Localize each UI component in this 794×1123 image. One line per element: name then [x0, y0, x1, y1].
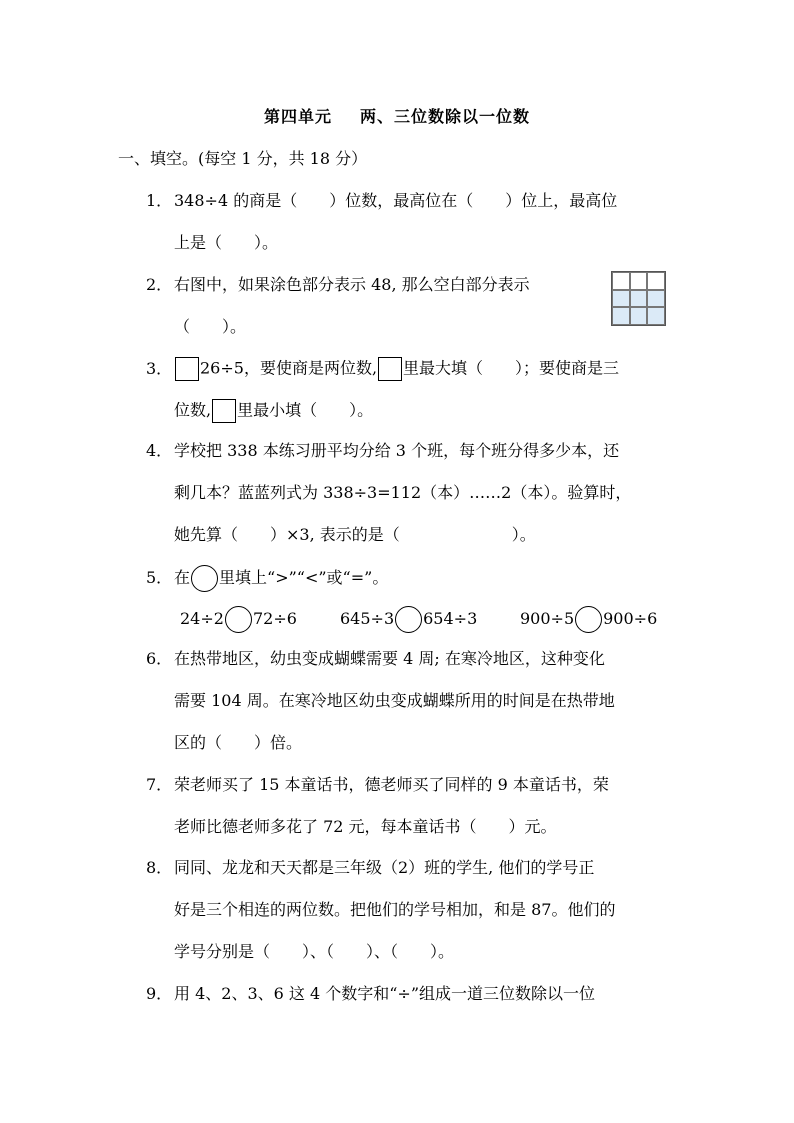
blank-circle[interactable]: [225, 606, 252, 633]
question-text: 用 4、2、3、6 这 4 个数字和“÷”组成一道三位数除以一位: [174, 984, 596, 1003]
blank-circle[interactable]: [191, 565, 218, 592]
question-8: [146, 857, 594, 879]
question-text: 位数,: [174, 400, 212, 420]
question-1: [146, 190, 617, 212]
comparison-3: [520, 606, 657, 633]
question-6-line-3: 区的（ ）倍。: [174, 733, 303, 752]
question-text: 里最小填（ ）。: [237, 400, 374, 420]
question-7: [146, 774, 609, 796]
expr-right: 654÷3: [423, 609, 478, 628]
question-text: 里最大填（ ）；要使商是三: [403, 358, 620, 378]
unit-topic: 两、三位数除以一位数: [360, 107, 531, 126]
grid-cell: [630, 307, 648, 325]
question-text: 348÷4 的商是（ ）位数，最高位在（ ）位上，最高位: [174, 191, 618, 210]
question-6-line-2: 需要 104 周。在寒冷地区幼虫变成蝴蝶所用的时间是在热带地: [174, 691, 615, 710]
grid-cell: [647, 307, 665, 325]
expr-right: 900÷6: [603, 609, 658, 628]
question-number: 3．: [146, 358, 173, 378]
question-number: 7．: [146, 775, 173, 794]
question-text: 同同、龙龙和天天都是三年级（2）班的学生, 他们的学号正: [174, 858, 595, 877]
question-text: 26÷5，要使商是两位数,: [200, 358, 378, 378]
expr-left: 900÷5: [520, 609, 575, 628]
question-number: 4．: [146, 441, 173, 460]
grid-cell: [612, 290, 630, 308]
blank-box[interactable]: [378, 357, 402, 381]
question-7-line-2: 老师比德老师多花了 72 元，每本童话书（ ）元。: [174, 817, 557, 836]
comparison-2: [340, 606, 477, 633]
blank-box[interactable]: [175, 357, 199, 381]
question-2-line-2: （ ）。: [174, 317, 247, 336]
page-title: [0, 104, 794, 127]
question-6: [146, 648, 605, 670]
question-number: 6．: [146, 649, 173, 668]
section-heading: 一、填空。(每空 1 分，共 18 分）: [118, 149, 368, 168]
blank-circle[interactable]: [575, 606, 602, 633]
shaded-grid-figure: [611, 271, 666, 326]
expr-left: 24÷2: [180, 609, 224, 628]
question-number: 5．: [146, 568, 173, 587]
question-8-line-3: 学号分别是（ ）、（ ）、（ ）。: [174, 942, 455, 961]
question-3: [146, 357, 619, 381]
question-4-line-2: 剩几本？蓝蓝列式为 338÷3=112（本）……2（本）。验算时，: [174, 483, 632, 502]
question-text: 里填上“>”“<”或“=”。: [219, 568, 389, 587]
grid-cell: [647, 290, 665, 308]
blank-circle[interactable]: [395, 606, 422, 633]
question-1-line-2: 上是（ ）。: [174, 233, 279, 252]
question-9: [146, 983, 595, 1005]
expr-right: 72÷6: [252, 609, 297, 628]
question-text: 右图中，如果涂色部分表示 48, 那么空白部分表示: [174, 275, 530, 294]
question-number: 9．: [146, 984, 173, 1003]
unit-label: 第四单元: [263, 107, 332, 126]
comparison-1: [180, 606, 297, 633]
grid-cell: [612, 307, 630, 325]
question-5: [146, 565, 388, 592]
question-3-line-2: [174, 399, 373, 423]
grid-cell: [612, 272, 630, 290]
grid-cell: [630, 290, 648, 308]
grid-cell: [630, 272, 648, 290]
grid-cell: [647, 272, 665, 290]
question-number: 8．: [146, 858, 173, 877]
expr-left: 645÷3: [340, 609, 395, 628]
question-4: [146, 440, 619, 462]
question-text: 在热带地区，幼虫变成蝴蝶需要 4 周; 在寒冷地区，这种变化: [174, 649, 605, 668]
question-text: 学校把 338 本练习册平均分给 3 个班，每个班分得多少本，还: [174, 441, 620, 460]
question-2: [146, 274, 530, 296]
blank-box[interactable]: [212, 399, 236, 423]
question-number: 2．: [146, 275, 173, 294]
question-number: 1．: [146, 191, 173, 210]
question-4-line-3: 她先算（ ）×3, 表示的是（ ）。: [174, 525, 536, 544]
question-8-line-2: 好是三个相连的两位数。把他们的学号相加，和是 87。他们的: [174, 900, 616, 919]
question-text: 荣老师买了 15 本童话书，德老师买了同样的 9 本童话书，荣: [174, 775, 609, 794]
question-text: 在: [174, 568, 191, 587]
